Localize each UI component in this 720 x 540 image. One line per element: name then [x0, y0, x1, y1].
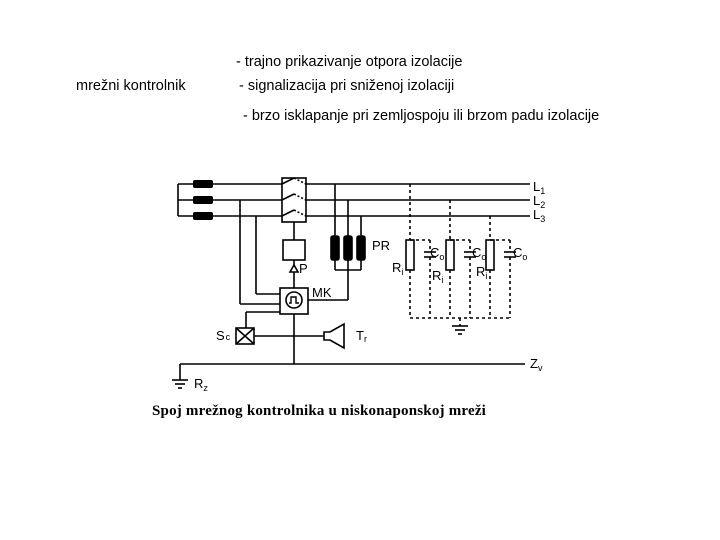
ri-label-1: $R_i$ — [392, 260, 404, 277]
horn-tr — [294, 324, 344, 348]
ri-co-phase-3 — [486, 216, 516, 318]
insulation-network — [406, 184, 516, 334]
description-line-2: - signalizacija pri sniženoj izolaciji — [239, 78, 455, 94]
transformer-windings — [193, 180, 213, 220]
left-label: mrežni kontrolnik — [76, 78, 186, 94]
sc-label: Sc — [216, 328, 231, 343]
description-line-3: - brzo isklapanje pri zemljospoju ili brzom padu izolacije — [243, 108, 600, 124]
zv-label: $Z_v$ — [530, 356, 543, 373]
co-label-3: $C_o$ — [513, 245, 528, 262]
phase-label-l2: $L_2$ — [533, 193, 546, 210]
diagram-caption: Spoj mrežnog kontrolnika u niskonaponskoj mreži — [152, 403, 487, 419]
description-line-1: - trajno prikazivanje otpora izolacije — [236, 54, 463, 70]
co-label-1: $C_o$ — [430, 245, 445, 262]
tr-label: Tr — [356, 328, 367, 344]
phase-label-l1: $L_1$ — [533, 179, 546, 196]
co-label-2: $C_o$ — [472, 245, 487, 262]
breaker-contacts — [282, 178, 306, 222]
zv-line — [172, 364, 525, 388]
relay-p — [283, 240, 305, 260]
pr-label: PR — [372, 238, 391, 253]
monitor-mk — [280, 288, 308, 314]
ri-label-2: $R_i$ — [432, 268, 444, 285]
pr-coils — [308, 184, 365, 300]
signal-lamp-sc — [236, 312, 294, 344]
mk-label: MK — [312, 285, 332, 300]
rz-label: $R_z$ — [194, 376, 208, 393]
p-label: P — [299, 261, 308, 276]
phase-lines — [178, 184, 530, 216]
phase-label-l3: $L_3$ — [533, 207, 546, 224]
ri-label-3: $R_i$ — [476, 264, 488, 281]
